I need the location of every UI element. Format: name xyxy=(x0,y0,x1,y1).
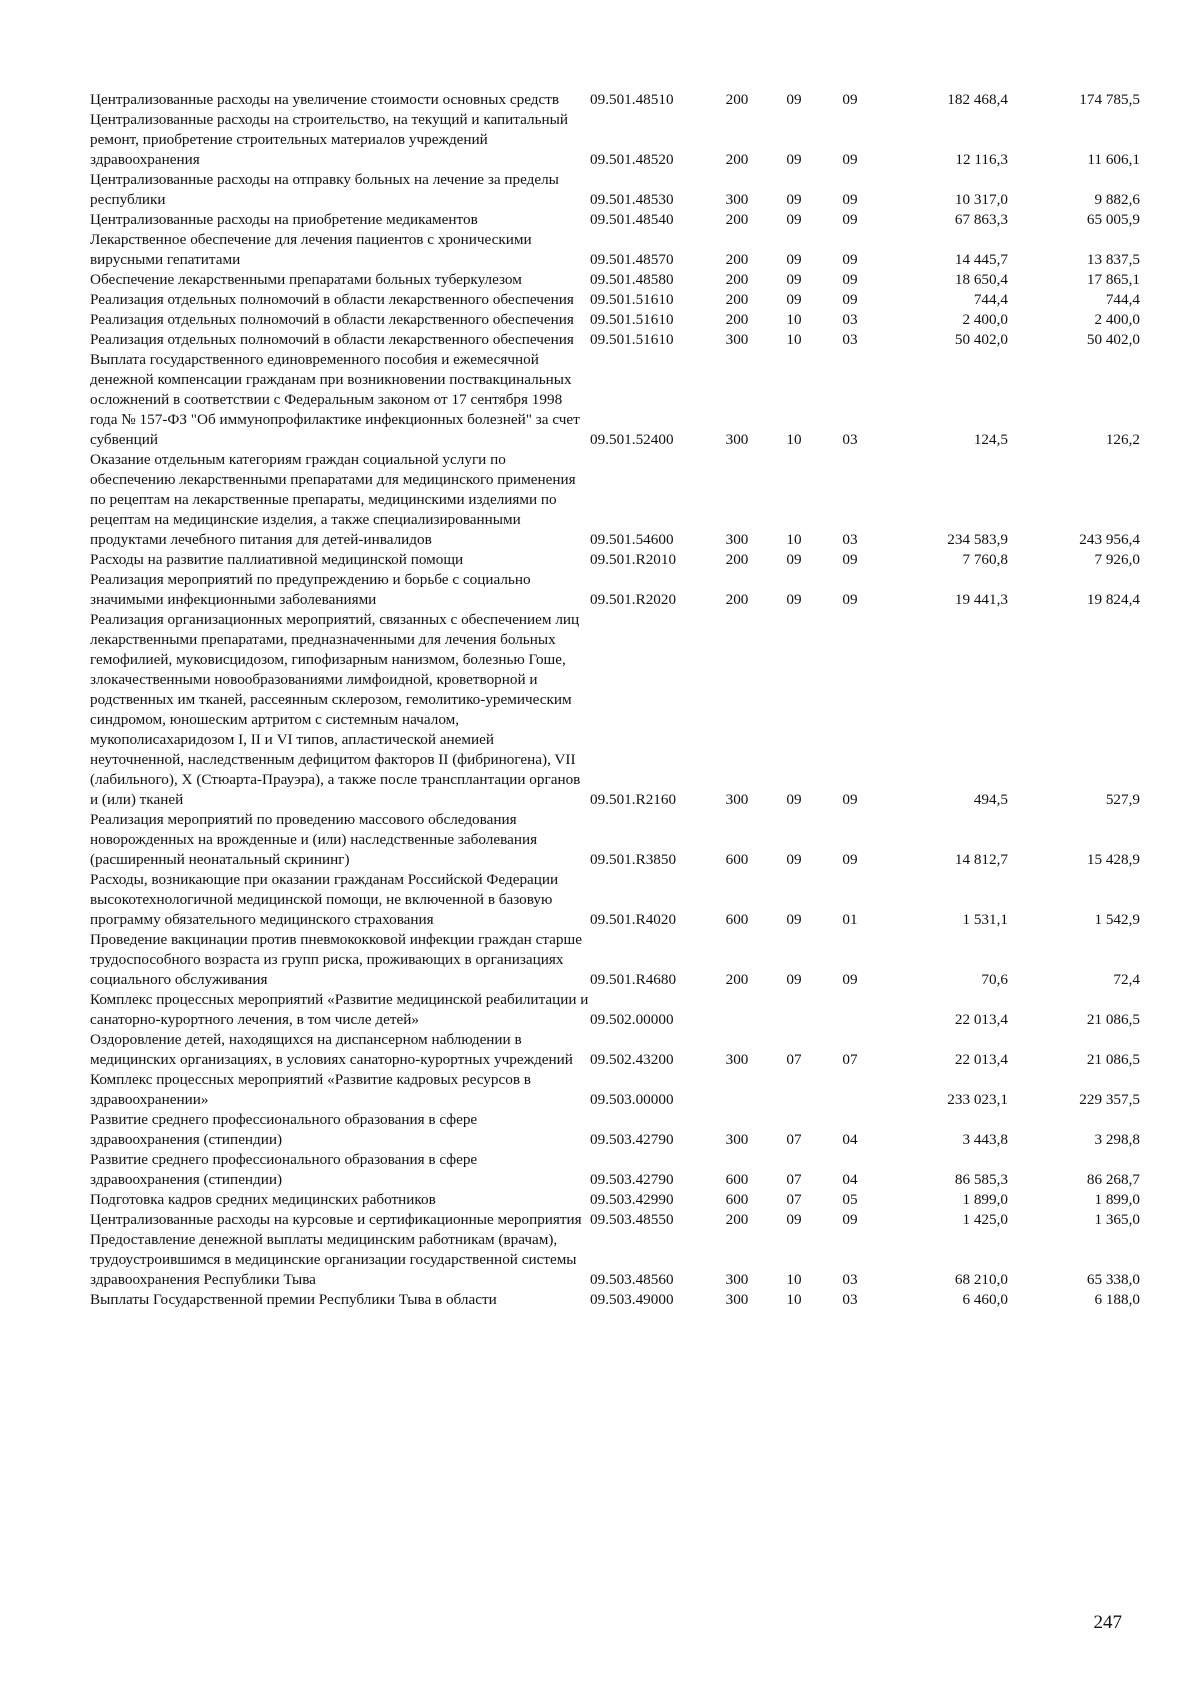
budget-table xyxy=(90,90,1140,1310)
table-row xyxy=(90,1210,1140,1230)
row-amount-year2: 243 956,4 xyxy=(1079,531,1140,548)
row-name: Проведение вакцинации против пневмококковой инфекции граждан старше трудоспособного возраста из групп риска, проживающих в организациях социального обслуживания xyxy=(90,931,582,988)
row-name: Оздоровление детей, находящихся на диспансерном наблюдении в медицинских организациях, в условиях санаторно-курортных учреждений xyxy=(90,1031,573,1068)
row-expense-type: 300 xyxy=(725,1271,749,1288)
row-section: 07 xyxy=(786,1191,802,1208)
row-amount-year1: 124,5 xyxy=(973,431,1008,448)
row-amount-year2: 6 188,0 xyxy=(1094,1291,1140,1308)
row-code: 09.501.48510 xyxy=(590,91,674,108)
row-expense-type: 200 xyxy=(725,291,749,308)
row-amount-year1: 233 023,1 xyxy=(947,1091,1008,1108)
row-amount-year1: 22 013,4 xyxy=(954,1011,1008,1028)
table-row xyxy=(90,230,1140,270)
row-expense-type: 300 xyxy=(725,791,749,808)
row-expense-type: 200 xyxy=(725,311,749,328)
row-code: 09.501.48580 xyxy=(590,271,674,288)
row-code: 09.501.51610 xyxy=(590,291,674,308)
row-name: Выплаты Государственной премии Республики Тыва в области xyxy=(90,1291,497,1308)
row-subsection: 09 xyxy=(842,551,858,568)
row-section: 07 xyxy=(786,1171,802,1188)
row-section: 09 xyxy=(786,1211,802,1228)
row-amount-year2: 13 837,5 xyxy=(1086,251,1140,268)
row-code: 09.502.43200 xyxy=(590,1051,674,1068)
row-expense-type: 300 xyxy=(725,331,749,348)
row-expense-type: 300 xyxy=(725,1051,749,1068)
row-expense-type: 200 xyxy=(725,211,749,228)
table-row xyxy=(90,330,1140,350)
row-name: Реализация отдельных полномочий в области лекарственного обеспечения xyxy=(90,331,574,348)
row-amount-year2: 65 005,9 xyxy=(1086,211,1140,228)
row-name: Реализация отдельных полномочий в области лекарственного обеспечения xyxy=(90,291,574,308)
row-code: 09.503.42790 xyxy=(590,1171,674,1188)
row-name: Комплекс процессных мероприятий «Развитие медицинской реабилитации и санаторно-курортного лечения, в том числе детей» xyxy=(90,991,589,1028)
row-amount-year2: 174 785,5 xyxy=(1079,91,1140,108)
page-number: 247 xyxy=(1093,1612,1122,1633)
row-name: Обеспечение лекарственными препаратами больных туберкулезом xyxy=(90,271,522,288)
row-name: Централизованные расходы на отправку больных на лечение за пределы республики xyxy=(90,171,559,208)
row-subsection: 09 xyxy=(842,971,858,988)
row-code: 09.501.48570 xyxy=(590,251,674,268)
row-expense-type xyxy=(708,1070,766,1110)
row-name: Предоставление денежной выплаты медицинским работникам (врачам), трудоустроившимся в медицинские организации государственной системы здравоохранения Республики Тыва xyxy=(90,1231,577,1288)
row-amount-year1: 22 013,4 xyxy=(954,1051,1008,1068)
table-row xyxy=(90,110,1140,170)
row-name: Реализация организационных мероприятий, связанных с обеспечением лиц лекарственными препаратами, предназначенными для лечения больных гемофилией, муковисцидозом, гипофизарным нанизмом, болезнью Гоше, злокачественными новообразованиями лимфоидной, кроветворной и родственных им тканей, рассеянным склерозом, гемолитико-уремическим синдромом, юношеским артритом с системным началом, мукополисахаридозом I, II и VI типов, апластической анемией неуточненной, наследственным дефицитом факторов II (фибриногена), VII (лабильного), X (Стюарта-Прауэра), а также после трансплантации органов и (или) тканей xyxy=(90,611,581,808)
row-section: 09 xyxy=(786,91,802,108)
row-code: 09.503.00000 xyxy=(590,1091,674,1108)
row-code: 09.503.48560 xyxy=(590,1271,674,1288)
row-subsection: 03 xyxy=(842,531,858,548)
row-amount-year1: 19 441,3 xyxy=(954,591,1008,608)
row-subsection xyxy=(822,990,878,1030)
row-amount-year1: 182 468,4 xyxy=(947,91,1008,108)
table-row xyxy=(90,550,1140,570)
row-section: 10 xyxy=(786,431,802,448)
row-subsection: 03 xyxy=(842,431,858,448)
row-subsection: 09 xyxy=(842,191,858,208)
row-section: 09 xyxy=(786,551,802,568)
row-section: 10 xyxy=(786,331,802,348)
row-expense-type: 200 xyxy=(725,151,749,168)
row-section: 09 xyxy=(786,591,802,608)
row-code: 09.502.00000 xyxy=(590,1011,674,1028)
row-code: 09.501.48520 xyxy=(590,151,674,168)
table-row xyxy=(90,1030,1140,1070)
row-amount-year2: 9 882,6 xyxy=(1094,191,1140,208)
row-expense-type: 200 xyxy=(725,971,749,988)
row-amount-year2: 72,4 xyxy=(1113,971,1140,988)
row-section: 09 xyxy=(786,911,802,928)
row-subsection: 04 xyxy=(842,1131,858,1148)
row-amount-year1: 1 425,0 xyxy=(962,1211,1008,1228)
row-code: 09.501.R4680 xyxy=(590,971,677,988)
row-subsection: 09 xyxy=(842,251,858,268)
row-amount-year2: 1 365,0 xyxy=(1094,1211,1140,1228)
row-name: Лекарственное обеспечение для лечения пациентов с хроническими вирусными гепатитами xyxy=(90,231,532,268)
row-amount-year2: 2 400,0 xyxy=(1094,311,1140,328)
row-amount-year2: 1 899,0 xyxy=(1094,1191,1140,1208)
row-expense-type xyxy=(708,990,766,1030)
row-subsection: 09 xyxy=(842,291,858,308)
row-amount-year2: 11 606,1 xyxy=(1087,151,1140,168)
row-amount-year2: 21 086,5 xyxy=(1086,1011,1140,1028)
row-subsection: 03 xyxy=(842,1271,858,1288)
row-name: Развитие среднего профессионального образования в сфере здравоохранения (стипендии) xyxy=(90,1111,478,1148)
row-amount-year1: 67 863,3 xyxy=(954,211,1008,228)
row-amount-year2: 19 824,4 xyxy=(1086,591,1140,608)
row-amount-year1: 494,5 xyxy=(973,791,1008,808)
row-amount-year2: 15 428,9 xyxy=(1086,851,1140,868)
row-name: Реализация отдельных полномочий в области лекарственного обеспечения xyxy=(90,311,574,328)
row-section: 10 xyxy=(786,1271,802,1288)
row-section xyxy=(766,1070,822,1110)
row-section: 10 xyxy=(786,531,802,548)
row-amount-year1: 1 899,0 xyxy=(962,1191,1008,1208)
row-name: Выплата государственного единовременного пособия и ежемесячной денежной компенсации гражданам при возникновении поствакцинальных осложнений в соответствии с Федеральным законом от 17 сентября 1998 года № 157-ФЗ "Об иммунопрофилактике инфекционных болезней" за счет субвенций xyxy=(90,351,580,448)
row-section: 09 xyxy=(786,851,802,868)
row-subsection xyxy=(822,1070,878,1110)
row-section: 09 xyxy=(786,971,802,988)
table-row xyxy=(90,450,1140,550)
row-expense-type: 300 xyxy=(725,191,749,208)
row-name: Централизованные расходы на увеличение стоимости основных средств xyxy=(90,91,560,108)
row-section: 09 xyxy=(786,211,802,228)
row-expense-type: 200 xyxy=(725,91,749,108)
row-amount-year2: 86 268,7 xyxy=(1086,1171,1140,1188)
row-expense-type: 300 xyxy=(725,1131,749,1148)
table-row xyxy=(90,870,1140,930)
row-amount-year2: 527,9 xyxy=(1105,791,1140,808)
row-name: Реализация мероприятий по предупреждению и борьбе с социально значимыми инфекционными заболеваниями xyxy=(90,571,531,608)
row-amount-year2: 229 357,5 xyxy=(1079,1091,1140,1108)
table-row xyxy=(90,610,1140,810)
table-row xyxy=(90,570,1140,610)
table-row xyxy=(90,1290,1140,1310)
table-row xyxy=(90,810,1140,870)
row-amount-year2: 1 542,9 xyxy=(1094,911,1140,928)
row-code: 09.501.R2010 xyxy=(590,551,677,568)
table-row xyxy=(90,930,1140,990)
row-name: Развитие среднего профессионального образования в сфере здравоохранения (стипендии) xyxy=(90,1151,478,1188)
row-code: 09.501.48530 xyxy=(590,191,674,208)
row-subsection: 05 xyxy=(842,1191,858,1208)
row-name: Централизованные расходы на курсовые и сертификационные мероприятия xyxy=(90,1211,582,1228)
row-amount-year1: 3 443,8 xyxy=(962,1131,1008,1148)
row-code: 09.501.R3850 xyxy=(590,851,677,868)
row-subsection: 09 xyxy=(842,591,858,608)
row-amount-year1: 2 400,0 xyxy=(962,311,1008,328)
row-subsection: 03 xyxy=(842,331,858,348)
row-amount-year1: 234 583,9 xyxy=(947,531,1008,548)
table-row xyxy=(90,1190,1140,1210)
row-section: 09 xyxy=(786,791,802,808)
table-row xyxy=(90,210,1140,230)
row-code: 09.501.R2160 xyxy=(590,791,677,808)
row-code: 09.501.51610 xyxy=(590,331,674,348)
row-expense-type: 200 xyxy=(725,271,749,288)
table-row xyxy=(90,1070,1140,1110)
row-amount-year1: 18 650,4 xyxy=(954,271,1008,288)
row-expense-type: 300 xyxy=(725,531,749,548)
row-amount-year1: 70,6 xyxy=(981,971,1008,988)
row-expense-type: 200 xyxy=(725,551,749,568)
row-name: Расходы на развитие паллиативной медицинской помощи xyxy=(90,551,464,568)
row-section: 10 xyxy=(786,1291,802,1308)
row-amount-year1: 50 402,0 xyxy=(954,331,1008,348)
row-subsection: 07 xyxy=(842,1051,858,1068)
row-section: 07 xyxy=(786,1131,802,1148)
row-expense-type: 200 xyxy=(725,591,749,608)
table-row xyxy=(90,310,1140,330)
row-amount-year2: 744,4 xyxy=(1105,291,1140,308)
row-name: Централизованные расходы на строительство, на текущий и капитальный ремонт, приобретение строительных материалов учреждений здравоохранения xyxy=(90,111,568,168)
row-code: 09.501.R4020 xyxy=(590,911,677,928)
row-name: Комплекс процессных мероприятий «Развитие кадровых ресурсов в здравоохранении» xyxy=(90,1071,531,1108)
row-expense-type: 300 xyxy=(725,1291,749,1308)
row-subsection: 09 xyxy=(842,211,858,228)
row-subsection: 04 xyxy=(842,1171,858,1188)
row-section: 09 xyxy=(786,151,802,168)
table-row xyxy=(90,270,1140,290)
row-subsection: 09 xyxy=(842,271,858,288)
row-code: 09.503.49000 xyxy=(590,1291,674,1308)
row-code: 09.501.48540 xyxy=(590,211,674,228)
row-name: Подготовка кадров средних медицинских работников xyxy=(90,1191,436,1208)
row-amount-year2: 50 402,0 xyxy=(1086,331,1140,348)
row-amount-year2: 17 865,1 xyxy=(1086,271,1140,288)
row-amount-year1: 10 317,0 xyxy=(954,191,1008,208)
table-row xyxy=(90,1150,1140,1190)
row-amount-year1: 1 531,1 xyxy=(962,911,1008,928)
row-expense-type: 600 xyxy=(725,911,749,928)
row-amount-year1: 14 445,7 xyxy=(954,251,1008,268)
row-amount-year1: 68 210,0 xyxy=(954,1271,1008,1288)
row-name: Централизованные расходы на приобретение медикаментов xyxy=(90,211,478,228)
row-subsection: 09 xyxy=(842,851,858,868)
row-amount-year1: 6 460,0 xyxy=(962,1291,1008,1308)
row-code: 09.501.R2020 xyxy=(590,591,677,608)
row-amount-year1: 7 760,8 xyxy=(962,551,1008,568)
row-amount-year1: 744,4 xyxy=(973,291,1008,308)
table-row xyxy=(90,1110,1140,1150)
row-expense-type: 300 xyxy=(725,431,749,448)
row-code: 09.503.48550 xyxy=(590,1211,674,1228)
row-subsection: 09 xyxy=(842,791,858,808)
row-section: 09 xyxy=(786,271,802,288)
row-subsection: 09 xyxy=(842,91,858,108)
row-code: 09.503.42790 xyxy=(590,1131,674,1148)
row-expense-type: 200 xyxy=(725,251,749,268)
row-section: 09 xyxy=(786,291,802,308)
table-row xyxy=(90,990,1140,1030)
row-section: 09 xyxy=(786,251,802,268)
row-subsection: 03 xyxy=(842,311,858,328)
row-expense-type: 600 xyxy=(725,1191,749,1208)
table-row xyxy=(90,290,1140,310)
row-code: 09.501.52400 xyxy=(590,431,674,448)
row-name: Оказание отдельным категориям граждан социальной услуги по обеспечению лекарственными препаратами для медицинского применения по рецептам на лекарственные препараты, медицинскими изделиями по рецептам на медицинские изделия, а также специализированными продуктами лечебного питания для детей-инвалидов xyxy=(90,451,576,548)
row-subsection: 03 xyxy=(842,1291,858,1308)
row-section: 10 xyxy=(786,311,802,328)
row-name: Реализация мероприятий по проведению массового обследования новорожденных на врожденные и (или) наследственные заболевания (расширенный неонатальный скрининг) xyxy=(90,811,538,868)
row-amount-year1: 86 585,3 xyxy=(954,1171,1008,1188)
row-amount-year2: 7 926,0 xyxy=(1094,551,1140,568)
row-section xyxy=(766,990,822,1030)
row-code: 09.503.42990 xyxy=(590,1191,674,1208)
table-row xyxy=(90,170,1140,210)
row-amount-year2: 65 338,0 xyxy=(1086,1271,1140,1288)
row-expense-type: 600 xyxy=(725,1171,749,1188)
row-code: 09.501.54600 xyxy=(590,531,674,548)
row-expense-type: 200 xyxy=(725,1211,749,1228)
table-row xyxy=(90,90,1140,110)
table-row xyxy=(90,350,1140,450)
row-name: Расходы, возникающие при оказании гражданам Российской Федерации высокотехнологичной медицинской помощи, не включенной в базовую программу обязательного медицинского страхования xyxy=(90,871,559,928)
row-section: 07 xyxy=(786,1051,802,1068)
row-amount-year2: 126,2 xyxy=(1105,431,1140,448)
row-subsection: 09 xyxy=(842,151,858,168)
row-section: 09 xyxy=(786,191,802,208)
row-subsection: 01 xyxy=(842,911,858,928)
table-row xyxy=(90,1230,1140,1290)
row-code: 09.501.51610 xyxy=(590,311,674,328)
row-amount-year1: 12 116,3 xyxy=(955,151,1008,168)
row-amount-year2: 21 086,5 xyxy=(1086,1051,1140,1068)
row-subsection: 09 xyxy=(842,1211,858,1228)
row-amount-year2: 3 298,8 xyxy=(1094,1131,1140,1148)
row-amount-year1: 14 812,7 xyxy=(954,851,1008,868)
budget-table-body xyxy=(90,90,1140,1310)
row-expense-type: 600 xyxy=(725,851,749,868)
